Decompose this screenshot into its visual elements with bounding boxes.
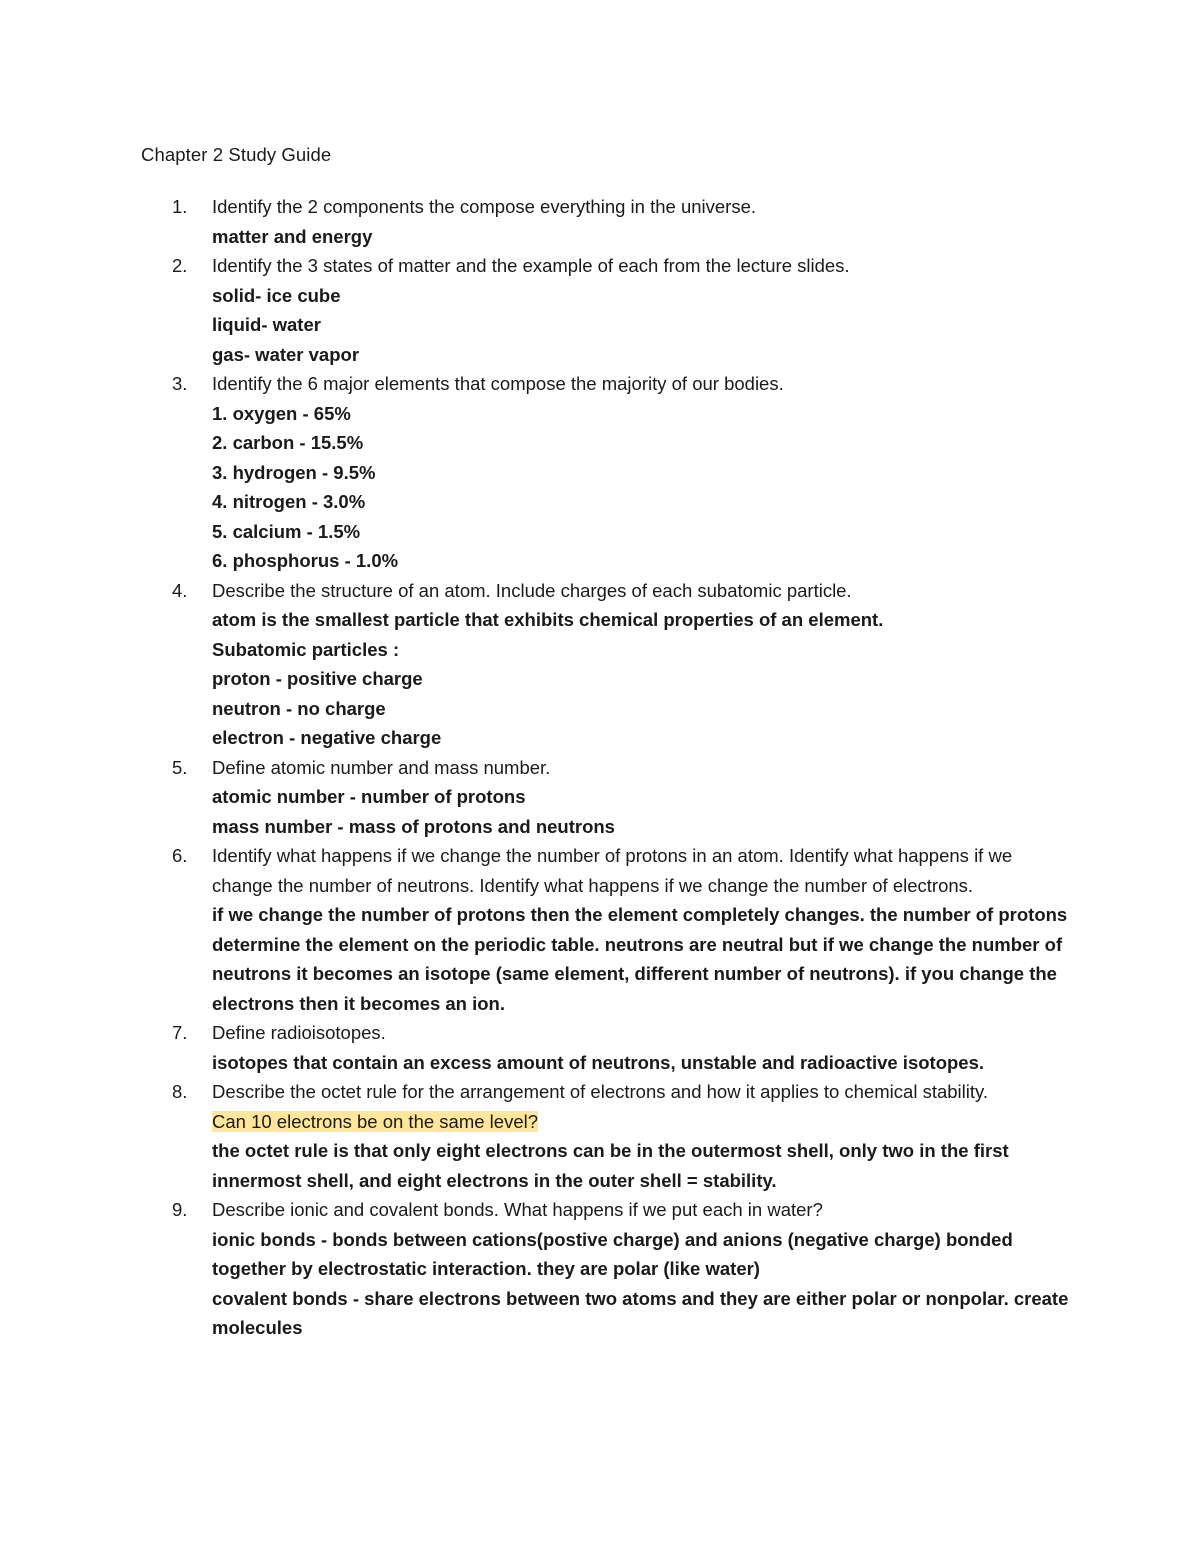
question-number: 6. — [172, 845, 188, 866]
answer-line: matter and energy — [212, 225, 373, 247]
question-item-9 — [0, 1195, 1200, 1343]
answer-paragraph: ionic bonds - bonds between cations(postive charge) and anions (negative charge) bonded together by electrostatic interaction. they are polar (like water) — [212, 1228, 1013, 1279]
answer-line: 3. hydrogen - 9.5% — [212, 461, 376, 483]
question-item-3 — [0, 369, 1200, 576]
question-text: Describe the structure of an atom. Include charges of each subatomic particle. — [212, 579, 852, 601]
answer-line: proton - positive charge — [212, 668, 423, 689]
answer-line: electron - negative charge — [212, 727, 442, 748]
answer-line: 1. oxygen - 65% — [212, 402, 351, 424]
question-item-7 — [0, 1018, 1200, 1077]
question-item-2 — [0, 251, 1200, 369]
answer-line: atomic number - number of protons — [212, 786, 526, 807]
answer-paragraph: covalent bonds - share electrons between two atoms and they are either polar or nonpolar. create molecules — [212, 1287, 1069, 1338]
highlighted-text: Can 10 electrons be on the same level? — [212, 1110, 539, 1132]
question-item-6 — [0, 841, 1200, 1018]
question-text: Define atomic number and mass number. — [212, 756, 551, 778]
answer-paragraph: if we change the number of protons then the element completely changes. the number of protons determine the element on the periodic table. neutrons are neutral but if we change the number of neutrons it becomes an isotope (same element, different number of neutrons). if you change the electrons then it becomes an ion. — [212, 904, 1068, 1014]
question-text: Describe the octet rule for the arrangement of electrons and how it applies to chemical stability. — [212, 1081, 989, 1102]
highlighted-question-line — [212, 1107, 1070, 1137]
answer-line: 4. nitrogen - 3.0% — [212, 491, 366, 512]
question-number: 4. — [172, 579, 188, 601]
answer-line: solid- ice cube — [212, 284, 341, 306]
question-text: Identify the 6 major elements that compose the majority of our bodies. — [212, 373, 784, 394]
question-text: Identify the 2 components the compose everything in the universe. — [212, 196, 757, 217]
question-list — [0, 192, 1200, 1343]
question-number: 3. — [172, 373, 188, 394]
answer-line: isotopes that contain an excess amount of neutrons, unstable and radioactive isotopes. — [212, 1051, 985, 1073]
question-item-5 — [0, 753, 1200, 842]
answer-line: 2. carbon - 15.5% — [212, 432, 364, 453]
question-number: 1. — [172, 196, 188, 217]
answer-line: mass number - mass of protons and neutrons — [212, 815, 615, 837]
question-number: 8. — [172, 1081, 188, 1102]
question-number: 7. — [172, 1022, 188, 1043]
answer-line: 5. calcium - 1.5% — [212, 520, 361, 542]
answer-paragraph: the octet rule is that only eight electrons can be in the outermost shell, only two in the first innermost shell, and eight electrons in the outer shell = stability. — [212, 1140, 1009, 1191]
question-number: 9. — [172, 1199, 188, 1220]
question-item-4 — [0, 576, 1200, 753]
answer-line: gas- water vapor — [212, 343, 360, 365]
answer-line: atom is the smallest particle that exhibits chemical properties of an element. — [212, 609, 884, 630]
question-item-8 — [0, 1077, 1200, 1195]
question-number: 5. — [172, 756, 188, 778]
question-text: Identify the 3 states of matter and the example of each from the lecture slides. — [212, 255, 850, 276]
answer-line: 6. phosphorus - 1.0% — [212, 550, 399, 571]
question-text: Describe ionic and covalent bonds. What happens if we put each in water? — [212, 1199, 823, 1220]
question-number: 2. — [172, 255, 188, 276]
answer-line: liquid- water — [212, 314, 321, 335]
document-title: Chapter 2 Study Guide — [141, 144, 332, 165]
question-text: Define radioisotopes. — [212, 1022, 386, 1043]
question-text: Identify what happens if we change the number of protons in an atom. Identify what happens if we change the number of neutrons. Identify what happens if we change the number of electrons. — [212, 845, 1013, 896]
answer-line: neutron - no charge — [212, 697, 386, 719]
question-item-1 — [0, 192, 1200, 251]
answer-line: Subatomic particles : — [212, 638, 400, 660]
